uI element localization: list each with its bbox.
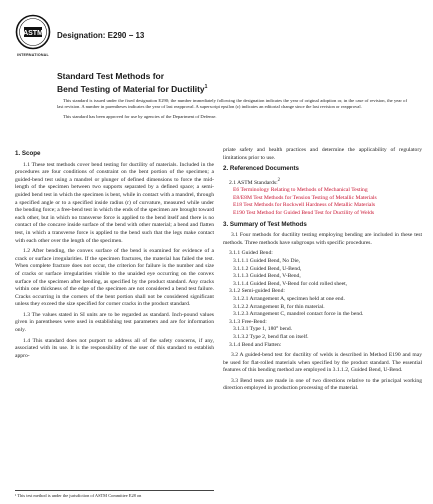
list-item: 3.1.1.2 Guided Bend, U-Bend, bbox=[233, 265, 302, 272]
paragraph-1-4: 1.4 This standard does not purport to address all of the safety concerns, if any, associated with its use. It is the responsibility of the user of this standard to establish appro- bbox=[15, 337, 214, 359]
reference-link-e6[interactable]: E6 Terminology Relating to Methods of Mechanical Testing bbox=[233, 187, 368, 194]
summary-heading: 3. Summary of Test Methods bbox=[223, 220, 307, 228]
standards-footnote-mark: 2 bbox=[277, 177, 280, 183]
title-line-2: Bend Testing of Material for Ductility$^1$ bbox=[57, 83, 208, 94]
title-footnote-mark: 1 bbox=[204, 84, 208, 90]
reference-link-e18[interactable]: E18 Test Methods for Rockwell Hardness of Metallic Materials bbox=[233, 202, 376, 209]
paragraph-1-4-continued: priate safety and health practices and determine the applicability of regulatory limitations prior to use. bbox=[223, 147, 422, 161]
logo-label: INTERNATIONAL bbox=[17, 53, 49, 57]
list-item: 3.1.2.3 Arrangement C, mandrel contact force in the bend. bbox=[233, 311, 364, 318]
reference-link-e190[interactable]: E190 Test Method for Guided Bend Test for Ductility of Welds bbox=[233, 210, 375, 217]
left-column bbox=[15, 147, 214, 363]
issue-note: This standard is issued under the fixed designation E290; the number immediately following the designation indicates the year of original adoption or, in the case of revision, the year of last revision. A number in parentheses indicates the year of last reapproval. A superscript epsilon (ε) indicates an editorial change since the last revision or reapproval. bbox=[57, 98, 407, 110]
designation: Designation: E290 − 13 bbox=[57, 31, 145, 40]
svg-text:ASTM: ASTM bbox=[23, 30, 43, 37]
list-item: 3.1.1.4 Guided Bend, V-Bend for cold rolled sheet, bbox=[233, 280, 348, 287]
document-title bbox=[57, 71, 397, 95]
list-item: 3.1.3 Free-Bend: bbox=[229, 318, 267, 325]
list-item: 3.1.4 Bend and Flatten: bbox=[229, 341, 282, 348]
paragraph-3-1: 3.1 Four methods for ductility testing employing bending are included in these test methods. Three methods have subgroups with specific procedures. bbox=[223, 232, 422, 246]
scope-heading: 1. Scope bbox=[15, 150, 41, 157]
paragraph-1-1: 1.1 These test methods cover bend testing for ductility of materials. Included in the procedures are four conditions of constraint on the bent portion of the specimen; a guided-bend test using a mandrel or plunger of defined dimensions to force the mid-length of the specimen between two supports separated by a defined space; a semi-guided bend test in which the specimen is bent, while in contact with a mandrel, through a specified angle or to a specified inside radius (r) of curvature, measured while under the bending force; a free-bend test in which the ends of the specimen are brought toward each other, but in which no transverse force is applied to the bend itself and there is no contact of the concave inside surface of the bend with other material; a bend and flatten test, in which a transverse force is applied to the bend such that the legs make contact with each other over the length of the specimen. bbox=[15, 161, 214, 244]
footnote: ¹ This test method is under the jurisdiction of ASTM Committee E28 on bbox=[15, 490, 214, 498]
list-item: 3.1.3.2 Type 2, bend flat on itself. bbox=[233, 333, 309, 340]
list-item: 3.1.3.1 Type 1, 180° bend. bbox=[233, 326, 293, 333]
list-item: 3.1.2.2 Arrangement B, for thin material. bbox=[233, 303, 325, 310]
approval-note: This standard has been approved for use by agencies of the Department of Defense. bbox=[63, 113, 217, 119]
astm-logo-icon bbox=[15, 14, 51, 52]
astm-standards-item: 2.1 ASTM Standards:$^2$ bbox=[229, 177, 280, 186]
paragraph-3-2: 3.2 A guided-bend test for ductility of welds is described in Method E190 and may be used for flat-rolled materials when specified by the product standard. The essential features of this bending method are employed in 3.1.1.2, Guided Bend, U-Bend. bbox=[223, 352, 422, 374]
paragraph-1-2: 1.2 After bending, the convex surface of the bend is examined for evidence of a crack or surface irregularities. If the specimen fractures, the material has failed the test. When complete fracture does not occur, the criterion for failure is the number and size of cracks or surface irregularities visible to the unaided eye occurring on the convex surface of the specimen after bending, as specified by the product standard. Any cracks within one thickness of the edge of the specimen are not considered a bend test failure. Cracks occurring in the corners of the bent portion shall not be considered significant unless they exceed the size specified for corner cracks in the product standard. bbox=[15, 248, 214, 308]
astm-logo bbox=[15, 14, 51, 57]
issue-notes bbox=[57, 98, 407, 123]
title-line-1: Standard Test Methods for bbox=[57, 71, 165, 81]
list-item: 3.1.1 Guided Bend: bbox=[229, 250, 273, 257]
right-column bbox=[223, 147, 422, 396]
list-item: 3.1.1.1 Guided Bend, No Die, bbox=[233, 257, 300, 264]
paragraph-1-3: 1.3 The values stated in SI units are to be regarded as standard. Inch-pound values given in parentheses were used in establishing test parameters and are for information only. bbox=[15, 311, 214, 334]
list-item: 3.1.2 Semi-guided Bend: bbox=[229, 288, 285, 295]
referenced-documents-heading: 2. Referenced Documents bbox=[223, 165, 299, 173]
paragraph-3-3: 3.3 Bend tests are made in one of two directions relative to the principal working direction employed in production processing of the material. bbox=[223, 377, 422, 392]
reference-link-e8[interactable]: E8/E8M Test Methods for Tension Testing of Metallic Materials bbox=[233, 194, 377, 201]
list-item: 3.1.1.3 Guided Bend, V-Bend, bbox=[233, 273, 301, 280]
list-item: 3.1.2.1 Arrangement A, specimen held at one end. bbox=[233, 295, 345, 302]
